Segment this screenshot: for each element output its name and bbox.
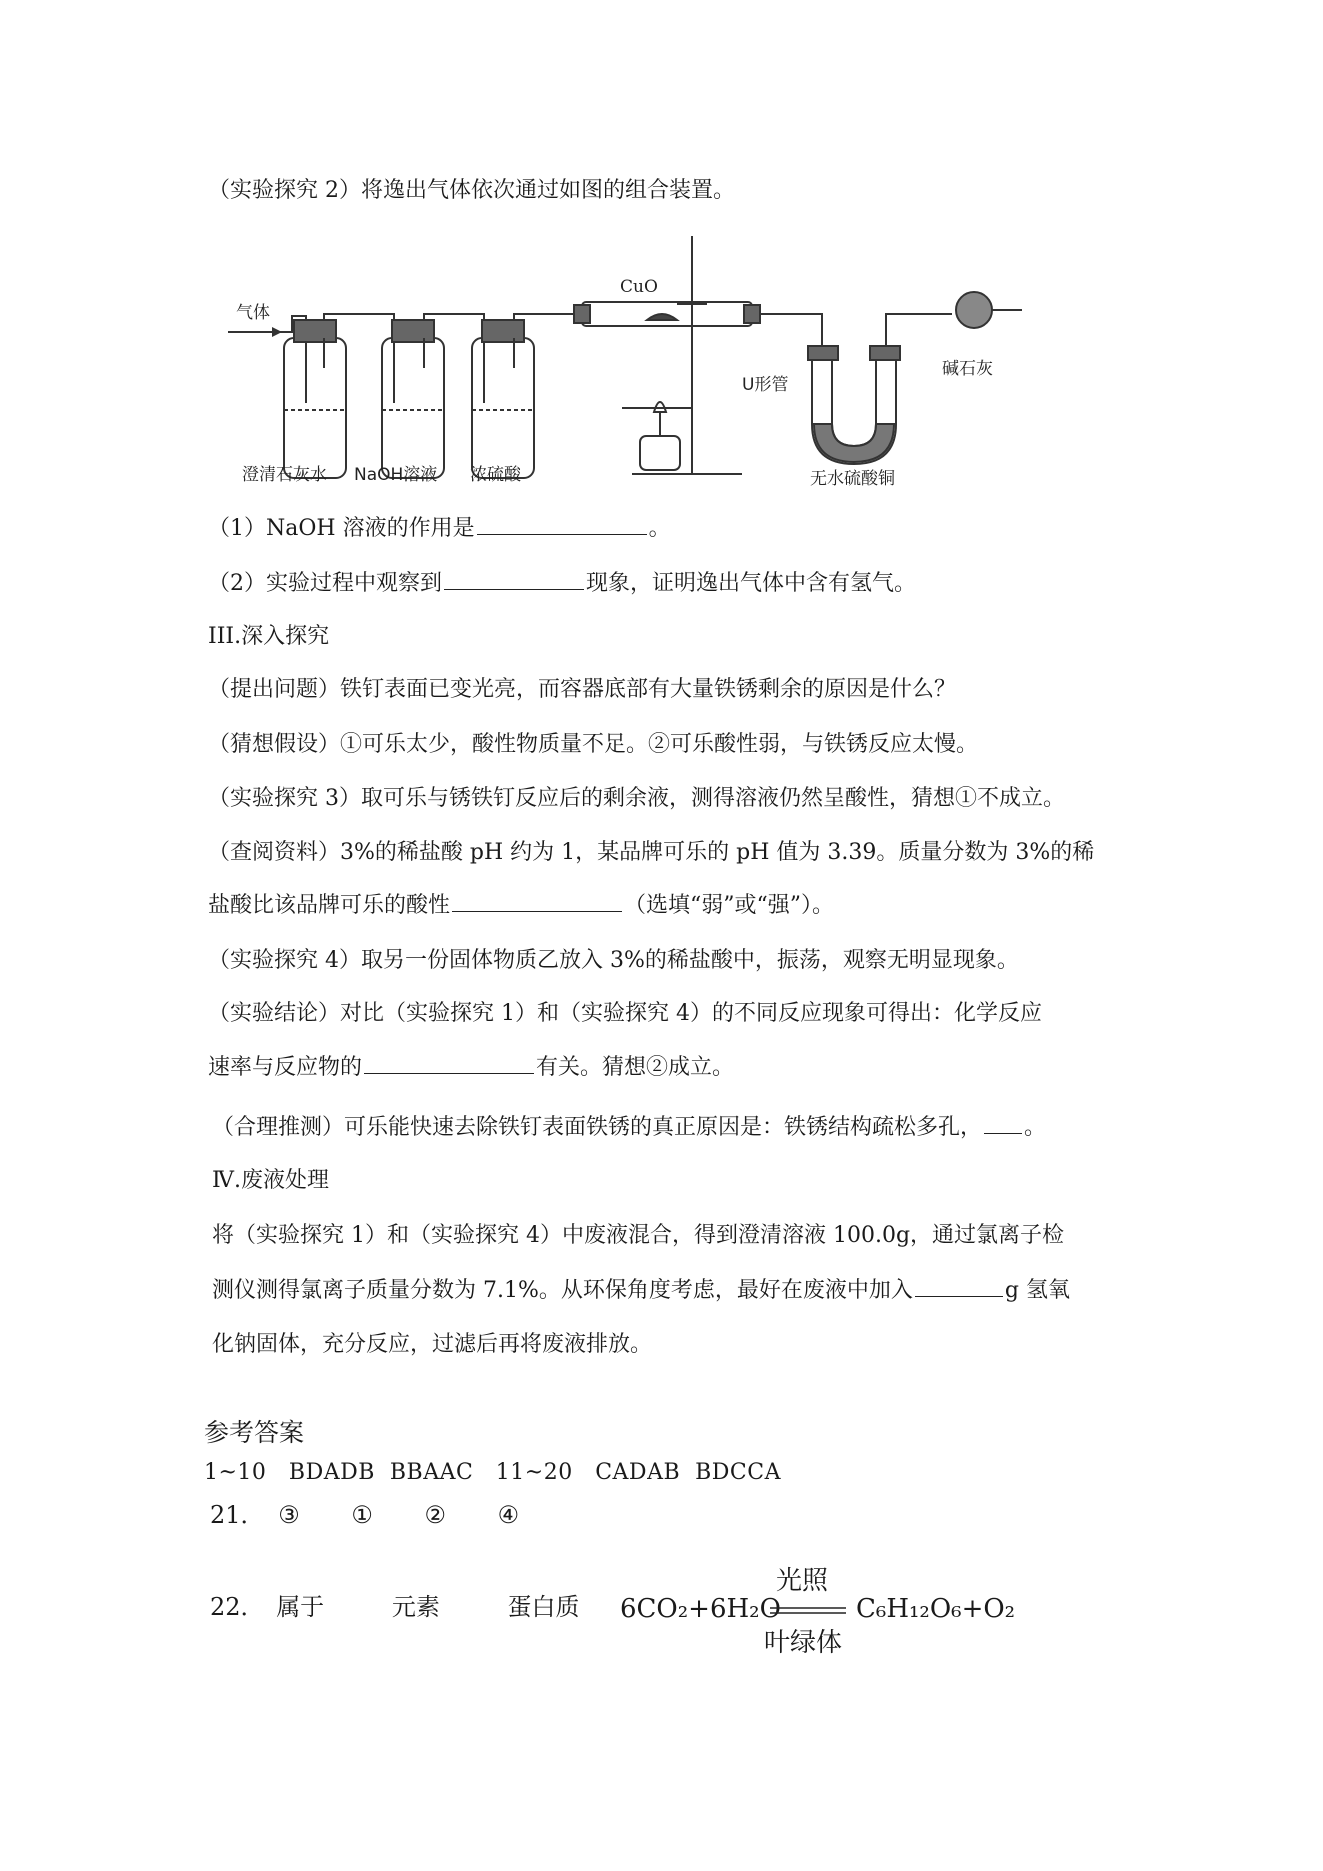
answer-22-item: 蛋白质	[507, 1593, 580, 1621]
q1-end: 。	[648, 516, 671, 541]
waste-line-1: 将（实验探究 1）和（实验探究 4）中废液混合，得到澄清溶液 100.0g，通过氯离子检	[212, 1223, 1065, 1248]
ref-line-1: （查阅资料）3%的稀盐酸 pH 约为 1，某品牌可乐的 pH 值为 3.39。质量分数为 3%的稀	[208, 840, 1095, 865]
equation-below: 叶绿体	[764, 1628, 843, 1658]
label-acid: 浓硫酸	[470, 465, 521, 485]
inference-line	[212, 1113, 1046, 1143]
apparatus-diagram	[222, 228, 1042, 490]
hypothesis-text: （猜想假设）①可乐太少，酸性物质量不足。②可乐酸性弱，与铁锈反应太慢。	[208, 732, 979, 757]
waste-text: 测仪测得氯离子质量分数为 7.1%。从环保角度考虑，最好在废液中加入	[212, 1278, 913, 1303]
label-utube: U形管	[742, 375, 789, 395]
equation-right: C₆H₁₂O₆+O₂	[856, 1594, 1016, 1624]
ref-line-2	[208, 891, 834, 921]
ref-blank[interactable]	[452, 893, 622, 912]
conclusion-text: 速率与反应物的	[208, 1055, 363, 1080]
exp3-text: （实验探究 3）取可乐与锈铁钉反应后的剩余液，测得溶液仍然呈酸性，猜想①不成立。	[208, 786, 1065, 811]
answers-mc: 1~10 BDADB BBAAC 11~20 CADAB BDCCA	[204, 1460, 781, 1485]
conclusion-line-1: （实验结论）对比（实验探究 1）和（实验探究 4）的不同反应现象可得出：化学反应	[208, 1001, 1042, 1026]
conclusion-line-2	[208, 1053, 734, 1083]
label-gas: 气体	[236, 303, 270, 323]
label-cuo: CuO	[620, 277, 658, 297]
q1-blank[interactable]	[477, 516, 647, 535]
answer-21-item: ③	[278, 1501, 300, 1529]
answer-21-item: ②	[424, 1501, 447, 1529]
answers-title: 参考答案	[204, 1418, 305, 1447]
question-text: （提出问题）铁钉表面已变光亮，而容器底部有大量铁锈剩余的原因是什么？	[208, 677, 957, 702]
conclusion-end: 有关。猜想②成立。	[536, 1055, 735, 1080]
q2-text: （2）实验过程中观察到	[208, 571, 442, 596]
ref-text: 盐酸比该品牌可乐的酸性	[208, 893, 451, 918]
equation-left: 6CO₂+6H₂O	[620, 1594, 781, 1624]
section-3-heading: III.深入探究	[208, 624, 330, 649]
answer-21-num: 21．	[210, 1501, 265, 1529]
label-naoh: NaOH溶液	[354, 465, 438, 485]
waste-line-2	[212, 1276, 1070, 1306]
waste-end: g 氢氧	[1004, 1278, 1070, 1303]
waste-line-3: 化钠固体，充分反应，过滤后再将废液排放。	[212, 1332, 653, 1357]
intro-text: （实验探究 2）将逸出气体依次通过如图的组合装置。	[208, 178, 735, 203]
answer-22	[210, 1592, 579, 1622]
label-sodalime: 碱石灰	[942, 359, 993, 379]
q1-line	[208, 514, 671, 544]
answer-21-item: ④	[497, 1501, 520, 1529]
q2-line	[208, 569, 916, 599]
answer-21	[210, 1500, 519, 1530]
waste-blank[interactable]	[915, 1278, 1003, 1297]
inference-end: 。	[1024, 1115, 1047, 1140]
answer-22-num: 22．	[210, 1593, 265, 1621]
equation-arrow	[770, 1606, 846, 1616]
answer-22-item: 属于	[276, 1593, 325, 1621]
ref-end: （选填“弱”或“强”）。	[624, 893, 835, 918]
equation-above: 光照	[776, 1566, 829, 1596]
conclusion-blank[interactable]	[364, 1055, 534, 1074]
photosynthesis-equation	[620, 1566, 1060, 1656]
label-cuso4: 无水硫酸铜	[810, 469, 895, 489]
inference-blank[interactable]	[984, 1115, 1022, 1134]
label-limewater: 澄清石灰水	[242, 465, 327, 485]
q1-text: （1）NaOH 溶液的作用是	[208, 516, 475, 541]
section-4-heading: Ⅳ.废液处理	[212, 1168, 329, 1193]
inference-text: （合理推测）可乐能快速去除铁钉表面铁锈的真正原因是：铁锈结构疏松多孔，	[212, 1115, 983, 1140]
answer-21-item: ①	[351, 1501, 373, 1529]
exp4-text: （实验探究 4）取另一份固体物质乙放入 3%的稀盐酸中，振荡，观察无明显现象。	[208, 948, 1019, 973]
q2-blank[interactable]	[444, 571, 584, 590]
q2-end: 现象，证明逸出气体中含有氢气。	[586, 571, 917, 596]
answer-22-item: 元素	[391, 1593, 440, 1621]
